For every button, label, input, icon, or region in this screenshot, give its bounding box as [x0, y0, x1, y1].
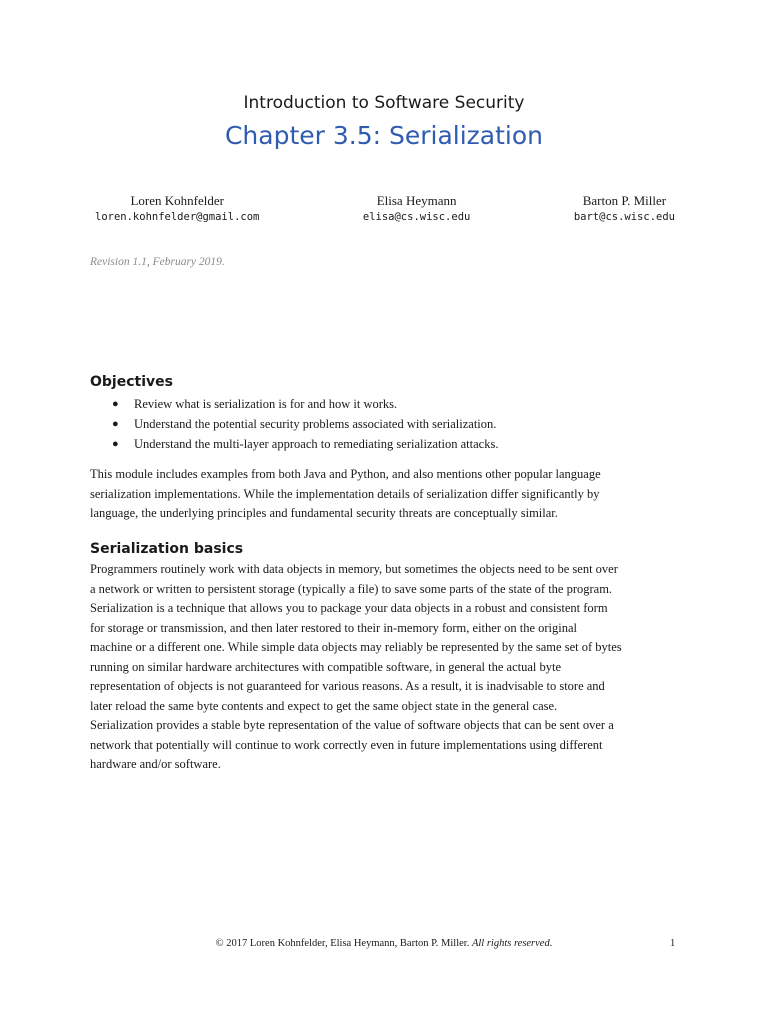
author-name: Loren Kohnfelder: [130, 193, 224, 208]
series-title: Introduction to Software Security: [243, 93, 525, 113]
author-name: Elisa Heymann: [376, 193, 457, 208]
author-email: bart@cs.wisc.edu: [573, 211, 675, 223]
author: [363, 192, 470, 225]
paragraph-line: network that potentially will continue to work correctly even in future implementations using different: [90, 737, 603, 752]
objectives-list: [112, 394, 498, 454]
paragraph-line: This module includes examples from both Java and Python, and also mentions other popular language: [90, 467, 601, 481]
paragraph-line: running on similar hardware architectures with compatible software, in general the actual byte: [90, 659, 562, 674]
intro-paragraph: [90, 465, 690, 524]
author-email: loren.kohnfelder@gmail.com: [95, 211, 260, 223]
paragraph-line: later reload the same byte contents and expect to get the same object state in the general case.: [90, 698, 558, 713]
paragraph-line: Serialization is a technique that allows you to package your data objects in a robust and consistent form: [90, 601, 608, 615]
list-item-text: Understand the potential security problems associated with serialization.: [134, 417, 497, 431]
serialization-basics-heading: Serialization basics: [90, 541, 244, 557]
list-item: [112, 414, 498, 434]
rights-text: All rights reserved.: [471, 938, 553, 949]
paragraph-line: machine or a different one. While simple data objects may reliably be represented by the same set of bytes: [90, 640, 622, 654]
copyright-icon: ©: [215, 938, 224, 949]
author: [574, 192, 675, 225]
author: [95, 192, 259, 225]
revision-note: Revision 1.1, February 2019.: [90, 256, 225, 268]
paragraph-line: serialization implementations. While the implementation details of serialization differ significantly by: [90, 486, 600, 501]
author-name: Barton P. Miller: [582, 193, 667, 208]
list-item-text: Review what is serialization is for and how it works.: [134, 397, 398, 411]
chapter-title: Chapter 3.5: Serialization: [224, 121, 544, 150]
paragraph-line: a network or written to persistent storage (typically a file) to save some parts of the state of the program.: [90, 581, 613, 596]
author-list: [95, 192, 675, 225]
copyright-footer: [0, 938, 768, 949]
objectives-heading: Objectives: [90, 374, 173, 390]
paragraph-line: Serialization provides a stable byte representation of the value of software objects that can be sent over a: [90, 718, 614, 732]
paragraph-line: Programmers routinely work with data objects in memory, but sometimes the objects need to be sent over: [90, 562, 618, 576]
paragraph-line: hardware and/or software.: [90, 757, 221, 771]
list-item-text: Understand the multi-layer approach to remediating serialization attacks.: [134, 437, 499, 451]
list-item: [112, 394, 498, 414]
bullet-icon: ●: [112, 418, 119, 430]
list-item: [112, 434, 498, 454]
paragraph-line: for storage or transmission, and then later restored to their in-memory form, either on the original: [90, 620, 578, 635]
paragraph-line: language, the underlying principles and fundamental security threats are conceptually similar.: [90, 506, 558, 520]
copyright-text: 2017 Loren Kohnfelder, Elisa Heymann, Barton P. Miller.: [223, 938, 472, 949]
bullet-icon: ●: [112, 398, 119, 410]
serialization-basics-paragraph: [90, 560, 690, 775]
bullet-icon: ●: [112, 438, 119, 450]
author-email: elisa@cs.wisc.edu: [362, 211, 471, 223]
page-number: 1: [670, 938, 676, 949]
paragraph-line: representation of objects is not guaranteed for various reasons. As a result, it is inadvisable to store and: [90, 679, 605, 693]
